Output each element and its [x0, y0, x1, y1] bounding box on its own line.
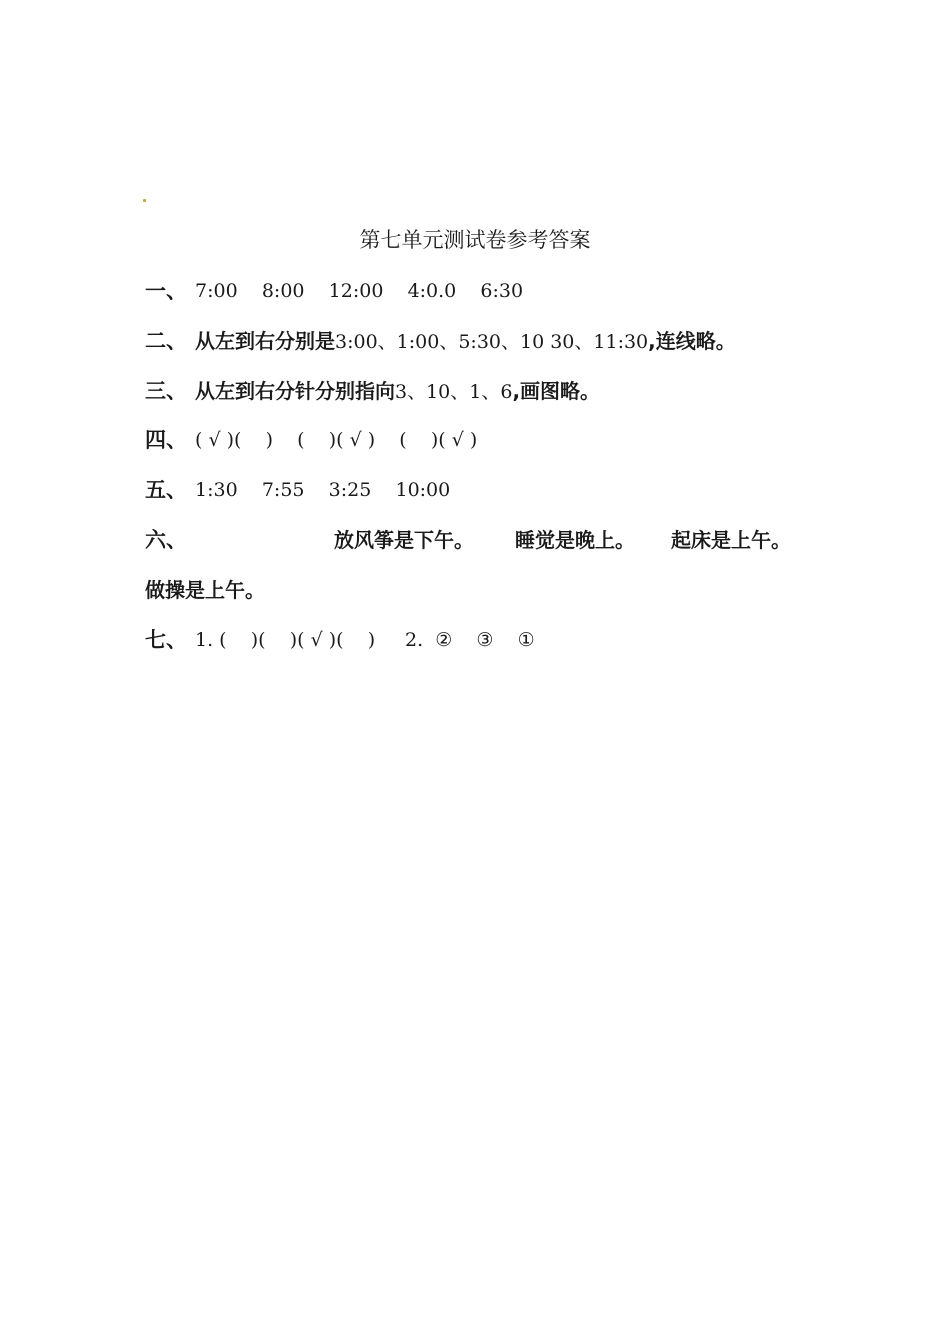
row-label: 二、: [145, 329, 187, 353]
row-text-part2: 睡觉是晚上。: [515, 528, 635, 552]
page-title: 第七单元测试卷参考答案: [359, 228, 591, 252]
row-text-a: 从左到右分针分别指向: [195, 379, 395, 403]
row-text: 1:30 7:55 3:25 10:00: [195, 479, 451, 501]
row-text-part3: 起床是上午。: [671, 528, 791, 552]
row-text-b: 2. ② ③ ①: [405, 629, 535, 651]
row-text-b: 3:00、1:00、5:30、10 30、11:30: [335, 331, 649, 353]
row-text-c: ,画图略。: [512, 379, 601, 403]
row-label: 四、: [145, 428, 187, 452]
row-text-a: 从左到右分别是: [195, 329, 335, 353]
row-label: 七、: [145, 628, 187, 652]
row-label: 六、: [145, 528, 187, 552]
row-label: 一、: [145, 279, 187, 303]
row-text-part1: 放风筝是下午。: [334, 528, 474, 552]
row-text: ( √ )( ) ( )( √ ) ( )( √ ): [195, 429, 478, 451]
row-text: 做操是上午。: [145, 578, 265, 602]
row-text: [195, 376, 600, 407]
row-text-a: 1. ( )( )( √ )( ): [195, 629, 376, 651]
row-label: 三、: [145, 379, 187, 403]
row-text: [195, 326, 736, 357]
row-text: 7:00 8:00 12:00 4:0.0 6:30: [195, 280, 524, 302]
stray-dot: [143, 199, 146, 202]
row-text-b: 3、10、1、6: [395, 381, 513, 403]
row-text-c: ,连线略。: [648, 329, 736, 353]
answer-row-6: [145, 525, 825, 555]
row-label: 五、: [145, 478, 187, 502]
